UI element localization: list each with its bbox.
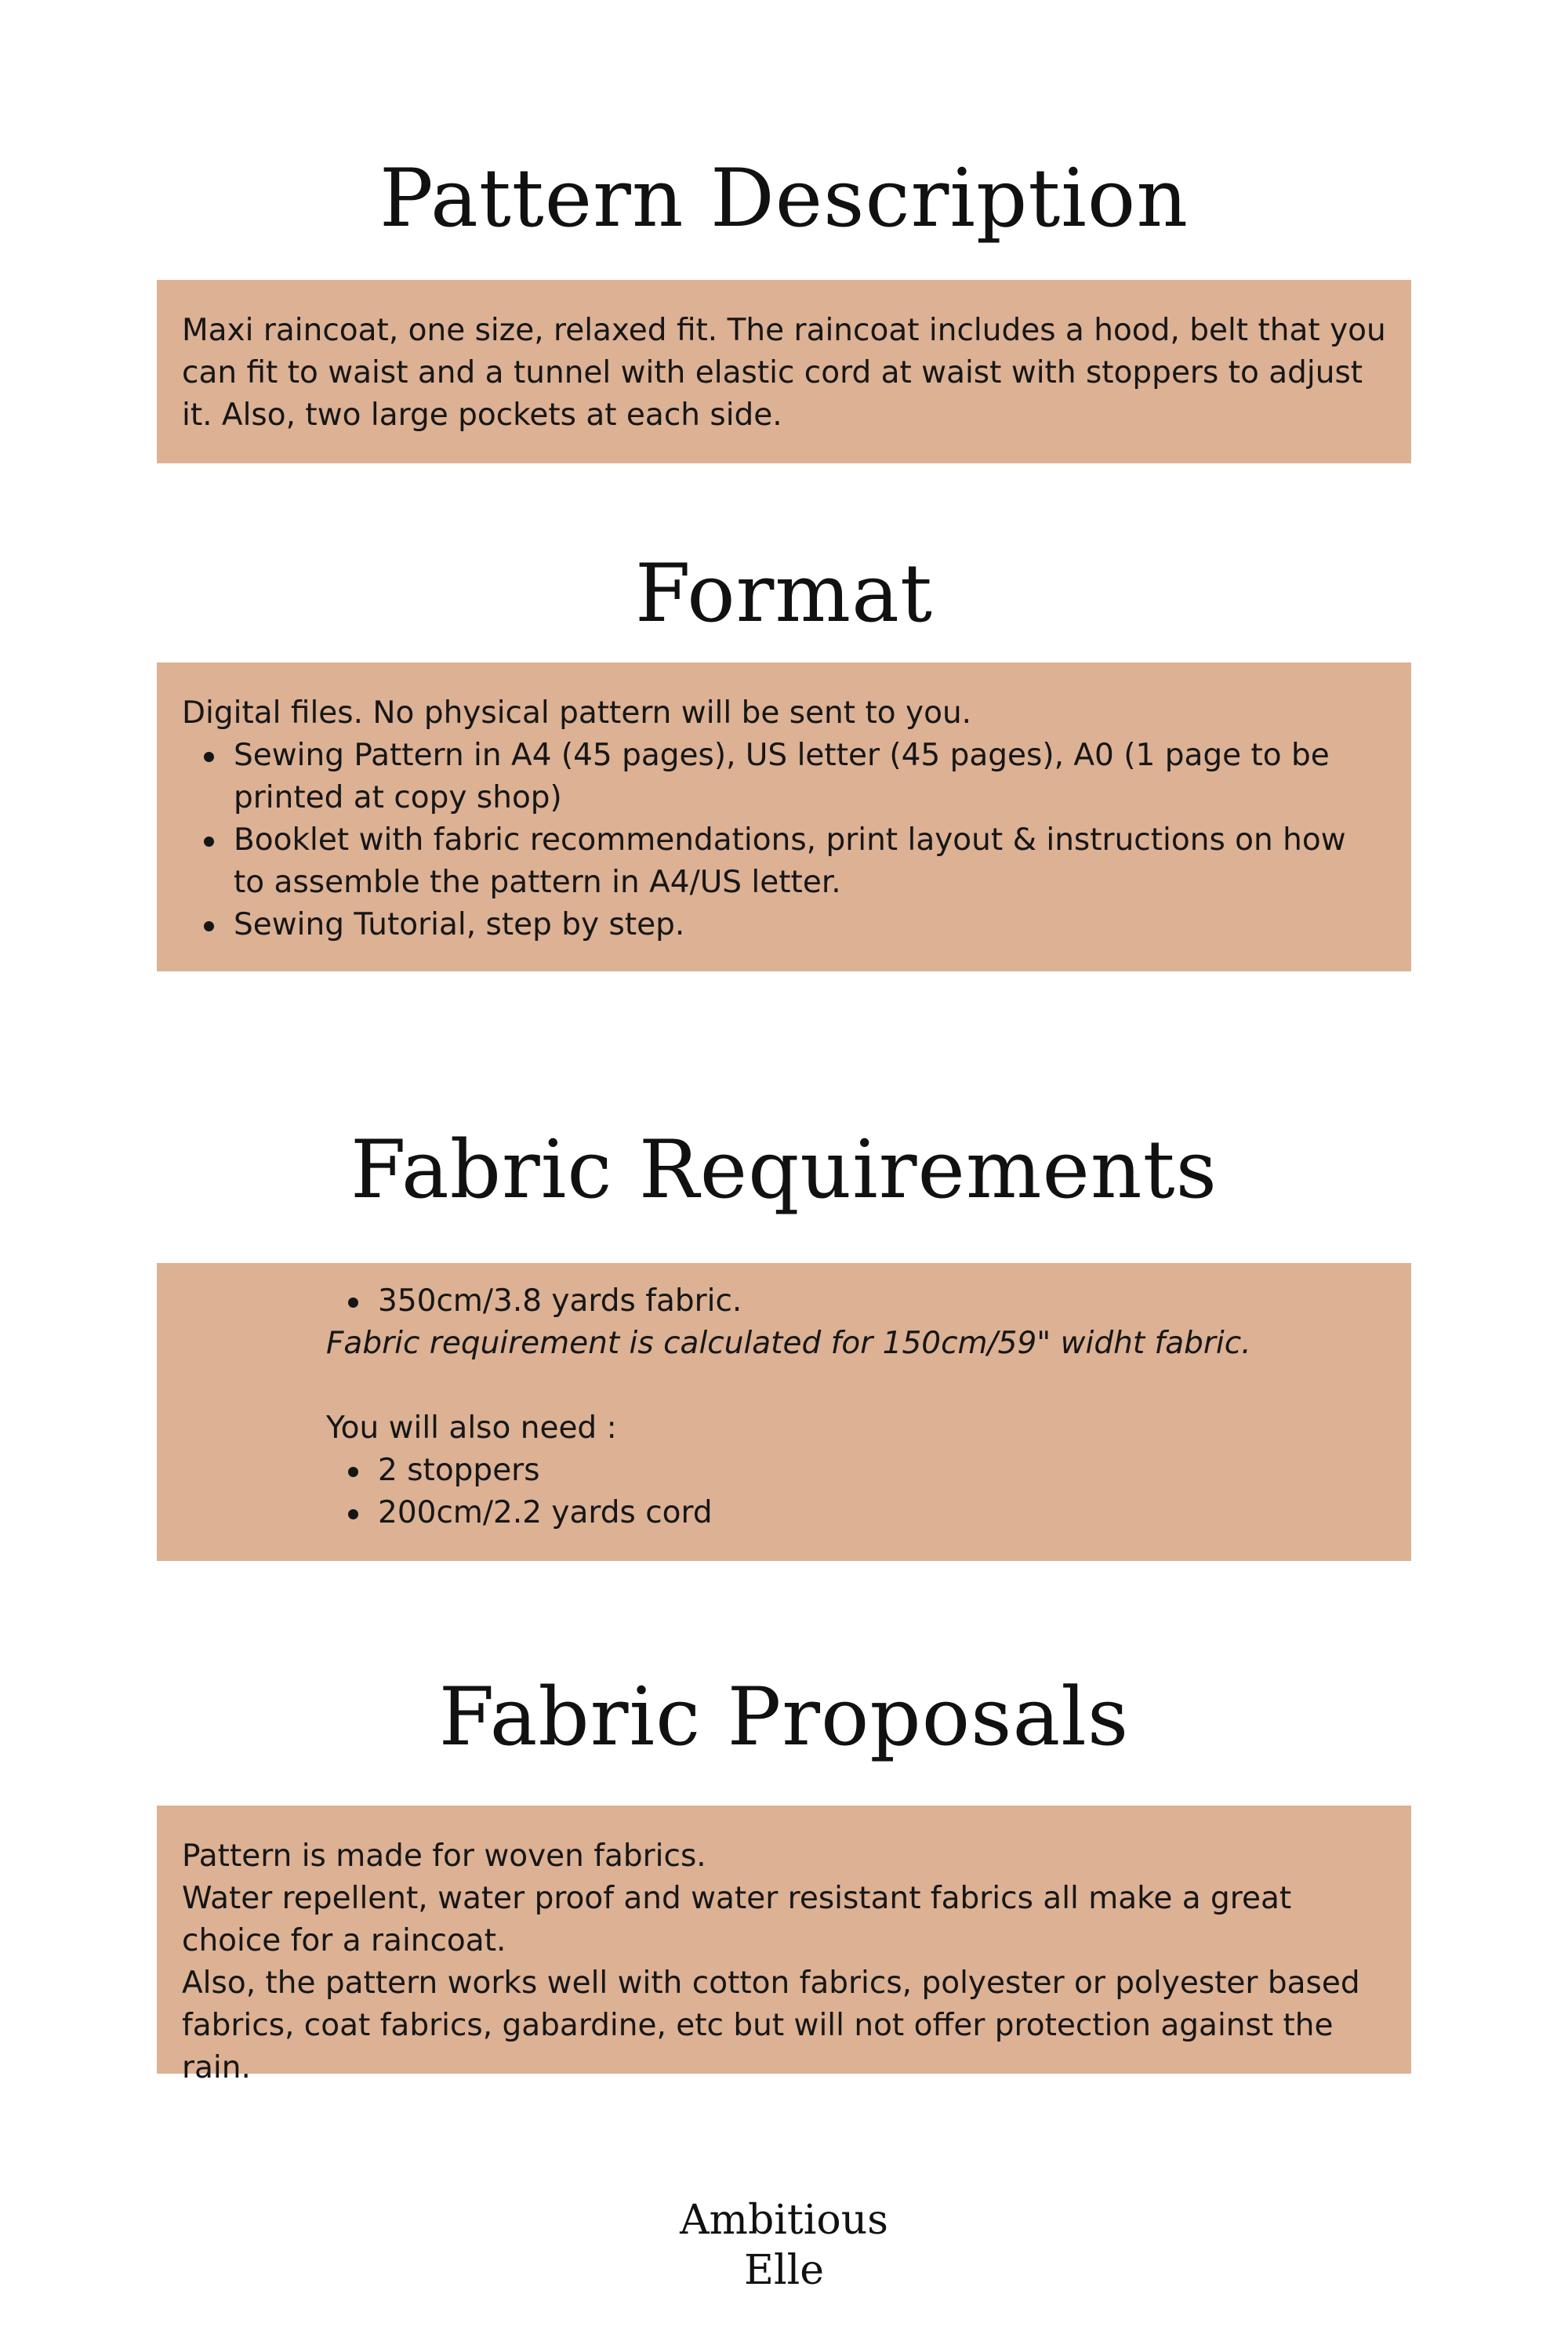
pattern-description-heading: Pattern Description — [379, 152, 1189, 245]
fabric-proposals-line: Also, the pattern works well with cotton fabrics, polyester or polyester based fabrics, coat fabrics, gabardine, etc but will not offer protection against the rain. — [182, 1965, 1360, 2085]
fabric-requirements-box — [157, 1263, 1411, 1561]
fabric-amount-list — [326, 1280, 1386, 1323]
fabric-width-note: Fabric requirement is calculated for 150cm/59" widht fabric. — [326, 1326, 1251, 1361]
also-need-label: You will also need : — [326, 1410, 617, 1446]
spacer — [326, 1365, 1386, 1407]
fabric-requirements-heading: Fabric Requirements — [350, 1123, 1218, 1217]
format-list-item: Sewing Pattern in A4 (45 pages), US letter (45 pages), A0 (1 page to be printed at copy shop) — [182, 735, 1386, 819]
fabric-proposals-heading: Fabric Proposals — [438, 1671, 1130, 1764]
notions-list-item: 2 stoppers — [326, 1450, 1386, 1492]
format-intro-text: Digital files. No physical pattern will be sent to you. — [182, 695, 972, 731]
format-box — [157, 662, 1411, 971]
fabric-proposals-box — [157, 1806, 1411, 2085]
brand-name-line1: Ambitious — [680, 2197, 888, 2244]
notions-list — [326, 1450, 1386, 1534]
pattern-description-box — [157, 280, 1411, 463]
fabric-proposals-line: Water repellent, water proof and water resistant fabrics all make a great choice for a raincoat. — [182, 1881, 1292, 1958]
format-list-item: Booklet with fabric recommendations, print layout & instructions on how to assemble the pattern in A4/US letter. — [182, 819, 1386, 904]
format-heading: Format — [635, 547, 933, 641]
format-list — [182, 735, 1386, 946]
fabric-proposals-line: Pattern is made for woven fabrics. — [182, 1838, 706, 1874]
format-list-item: Sewing Tutorial, step by step. — [182, 904, 1386, 946]
fabric-amount-item: 350cm/3.8 yards fabric. — [326, 1280, 1386, 1323]
pattern-description-text: Maxi raincoat, one size, relaxed fit. The raincoat includes a hood, belt that you can fit to waist and a tunnel with elastic cord at waist with stoppers to adjust it. Also, two large pockets at each side. — [182, 313, 1386, 433]
brand-name-line2: Elle — [744, 2247, 824, 2294]
notions-list-item: 200cm/2.2 yards cord — [326, 1492, 1386, 1534]
